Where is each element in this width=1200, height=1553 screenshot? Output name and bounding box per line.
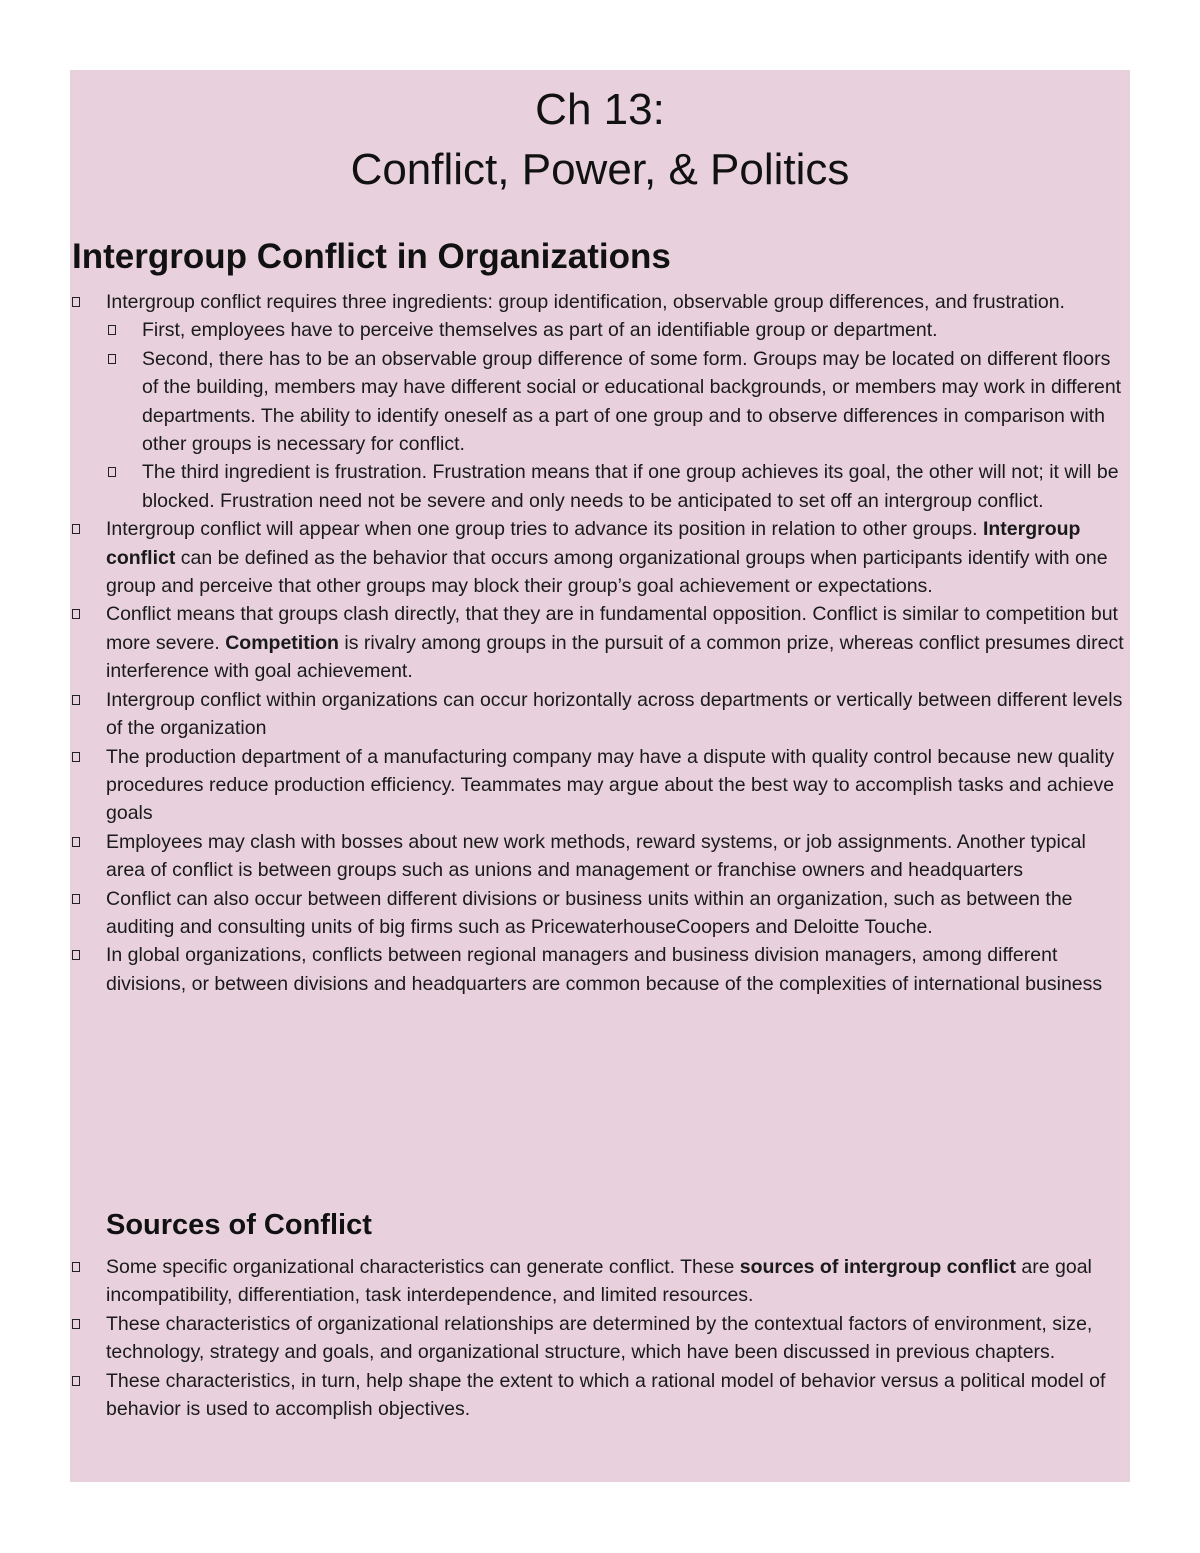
list-item (70, 600, 1130, 685)
bullet-icon (72, 695, 80, 705)
key-term: sources of intergroup conflict (739, 1256, 1016, 1278)
list-item-text (106, 518, 1108, 597)
list-item-text: Intergroup conflict requires three ingredients: group identification, observable group differences, and frustration. (106, 291, 1065, 313)
bullet-icon (72, 609, 80, 619)
sources-of-conflict-list (70, 1253, 1130, 1423)
text-segment: is rivalry among groups in the pursuit of a common prize, whereas conflict presumes direct interference with goal achievement. (106, 631, 1124, 683)
bullet-icon (72, 894, 80, 904)
list-item-text: These characteristics, in turn, help shape the extent to which a rational model of behavior versus a political model of behavior is used to accomplish objectives. (106, 1369, 1106, 1421)
text-segment: Some specific organizational characteristics can generate conflict. These (106, 1256, 740, 1278)
list-item-text: Second, there has to be an observable group difference of some form. Groups may be located on different floors of the building, members may have different social or educational backgrounds, or members may work in different departments. The ability to identify oneself as a part of one group and to observe differences in comparison with other groups is necessary for conflict. (142, 347, 1122, 456)
bullet-icon (108, 467, 116, 477)
section-heading-intergroup-conflict: Intergroup Conflict in Organizations (72, 237, 671, 276)
bullet-icon (72, 297, 80, 307)
list-item (70, 1310, 1130, 1367)
bullet-icon (108, 325, 116, 335)
list-item-text: The third ingredient is frustration. Frustration means that if one group achieves its goal, the other will not; it will be blocked. Frustration need not be severe and only needs to be anticipated to set off an intergroup conflict. (142, 461, 1119, 512)
list-item (70, 316, 1130, 344)
section-heading-sources-of-conflict: Sources of Conflict (106, 1209, 372, 1241)
list-item (70, 288, 1130, 316)
list-item (70, 1367, 1130, 1424)
list-item (70, 941, 1130, 998)
list-item-text: These characteristics of organizational relationships are determined by the contextual factors of environment, size, technology, strategy and goals, and organizational structure, which have been discussed in previous chapters. (106, 1312, 1093, 1364)
list-item (70, 1253, 1130, 1310)
list-item (70, 743, 1130, 828)
list-item-text (106, 1256, 1092, 1306)
title-block (70, 70, 1130, 200)
bullet-icon (108, 354, 116, 364)
bullet-icon (72, 1319, 80, 1329)
bullet-icon (72, 524, 80, 534)
list-item (70, 686, 1130, 743)
key-term: Intergroup conflict (106, 518, 1081, 569)
list-item (70, 345, 1130, 459)
bullet-icon (72, 1376, 80, 1386)
key-term: Competition (225, 631, 339, 654)
list-item-text: Employees may clash with bosses about new work methods, reward systems, or job assignments. Another typical area of conflict is between groups such as unions and management or franchise owners and headquarters (106, 830, 1086, 882)
bullet-icon (72, 752, 80, 762)
text-segment: Intergroup conflict will appear when one group tries to advance its position in relation to other groups. (106, 518, 983, 541)
list-item-text: Conflict can also occur between different divisions or business units within an organization, such as between the auditing and consulting units of big firms such as PricewaterhouseCoopers and Deloitte Touche. (106, 887, 1073, 938)
list-item (70, 458, 1130, 515)
list-item-text: First, employees have to perceive themselves as part of an identifiable group or department. (142, 319, 938, 342)
bullet-icon (72, 837, 80, 847)
text-segment: can be defined as the behavior that occurs among organizational groups when participants identify with one group and perceive that other groups may block their group’s goal achievement or expectations. (106, 546, 1108, 598)
list-item (70, 515, 1130, 600)
list-item (70, 828, 1130, 885)
bullet-icon (72, 950, 80, 960)
document-page (70, 70, 1130, 1482)
list-item-text: Intergroup conflict within organizations can occur horizontally across departments or vertically between different levels of the organization (106, 688, 1123, 740)
text-segment: Conflict means that groups clash directly, that they are in fundamental opposition. Conflict is similar to competition but more severe. (106, 603, 1118, 654)
chapter-number: Ch 13: (535, 85, 665, 134)
intergroup-conflict-list (70, 288, 1130, 998)
list-item-text: The production department of a manufacturing company may have a dispute with quality control because new quality procedures reduce production efficiency. Teammates may argue about the best way to accomplish tasks and achieve goals (106, 745, 1115, 825)
chapter-title: Conflict, Power, & Politics (350, 145, 850, 194)
text-segment: are goal incompatibility, differentiation, task interdependence, and limited resources. (106, 1256, 1092, 1307)
list-item (70, 885, 1130, 942)
list-item-text: In global organizations, conflicts between regional managers and business division managers, among different divisions, or between divisions and headquarters are common because of the complexities of international business (106, 944, 1103, 995)
bullet-icon (72, 1262, 80, 1272)
list-item-text (106, 603, 1124, 682)
